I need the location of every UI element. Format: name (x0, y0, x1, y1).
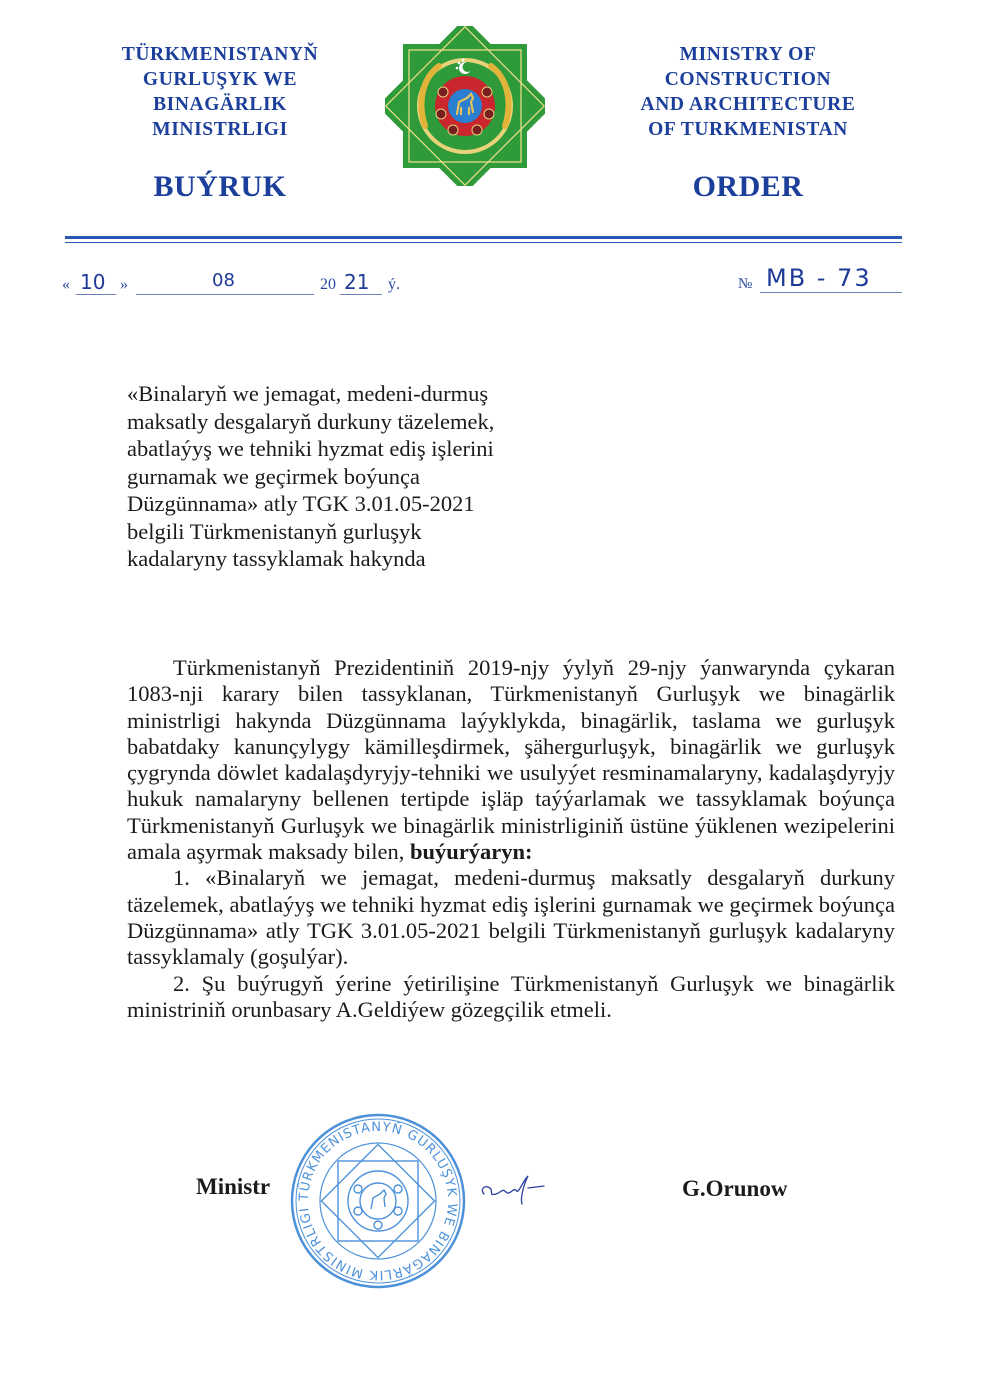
date-year-prefix: 20 (320, 276, 336, 293)
header-left-line-2: GURLUŞYK WE (142, 69, 298, 90)
date-month-underline (136, 294, 314, 295)
preamble-text: Türkmenistanyň Prezidentiniň 2019-njy ýylyň 29-njy ýanwarynda çykaran 1083-nji karary bilen tassyklanan, Türkmenistanyň Gurluşyk we binagärlik ministrligi hakynda Düzgünnama laýyklykda, binagärlik, taslama we gurluşyk babatdaky kanunçylygy kämilleşdirmek, şähergurluşyk, binagärlik we gurluşyk çygrynda döwlet kadalaşdyryjy-tehniki we usulyýet resminamalaryny, kadalaşdyryjy hukuk namalaryny bellenen tertipde işläp taýýarlamak we tassyklamak boýunça Türkmenistanyň Gurluşyk we binagärlik ministrliginiň üstüne ýüklenen wezipelerini amala aşyrmak maksady bilen, (127, 655, 895, 865)
order-item-2: 2. Şu buýrugyň ýerine ýetirilişine Türkmenistanyň Gurluşyk we binagärlik ministriniň orunbasary A.Geldiýew gözegçilik etmeli. (127, 970, 895, 1022)
order-subject: «Binalaryň we jemagat, medeni-durmuş maksatly desgalaryň durkuny täzelemek, abatlaýyş we tehniki hyzmat ediş işlerini gurnamak we geçirmek boýunça Düzgünnama» atly TGK 3.01.05-2021 belgili Türkmenistanyň gurluşyk kadalaryny tassyklamak hakynda (127, 381, 495, 571)
header-left-line-3: BINAGÄRLIK (153, 94, 287, 115)
order-preamble (127, 655, 895, 865)
date-year-suffix: 21 (344, 270, 370, 294)
date-close-quote: » (120, 276, 128, 293)
seal-text: TÜRKMENISTANYŇ GURLUŞYK WE BINAGÄRLIK MINISTRLIGI (296, 1119, 460, 1283)
date-year-abbr: ý. (388, 276, 400, 293)
ministry-seal-icon (289, 1112, 467, 1290)
date-open-quote: « (62, 276, 70, 293)
header-left-line-1: TÜRKMENISTANYŇ (121, 44, 319, 65)
date-month: 08 (212, 270, 235, 291)
header-right-line-2: CONSTRUCTION (664, 69, 832, 90)
header-rule-thick (65, 236, 902, 239)
signatory-name: G.Orunow (682, 1176, 788, 1201)
header-left-line-4: MINISTRLIGI (152, 119, 288, 140)
number-value: MB - 73 (766, 264, 872, 292)
doc-type-english: ORDER (692, 170, 804, 203)
order-number (738, 264, 902, 296)
number-label: № (738, 276, 753, 292)
header-rule-thin (65, 242, 902, 243)
signatory-title: Ministr (196, 1174, 271, 1199)
header-right-line-3: AND ARCHITECTURE (640, 94, 856, 115)
order-item-1: 1. «Binalaryň we jemagat, medeni-durmuş maksatly desgalaryň durkuny täzelemek, abatlaýyş we tehniki hyzmat ediş işlerini gurnamak we geçirmek boýunça Düzgünnama» atly TGK 3.01.05-2021 belgili Türkmenistanyň gurluşyk kadalaryny tassyklamaly (goşulýar). (127, 865, 895, 970)
order-body (127, 655, 895, 1023)
header-left-ministry-name (60, 42, 380, 142)
number-underline (760, 292, 902, 293)
header-right-line-1: MINISTRY OF (679, 44, 817, 65)
date-day-underline (76, 294, 116, 295)
header-right-line-4: OF TURKMENISTAN (648, 119, 848, 140)
date-day: 10 (80, 270, 106, 294)
state-emblem-icon (385, 26, 545, 186)
handwritten-signature-icon (478, 1170, 548, 1210)
order-word: buýurýaryn: (410, 839, 533, 865)
doc-type-local: BUÝRUK (153, 170, 287, 203)
header-right-ministry-name (588, 42, 908, 142)
date-year-underline (340, 294, 382, 295)
